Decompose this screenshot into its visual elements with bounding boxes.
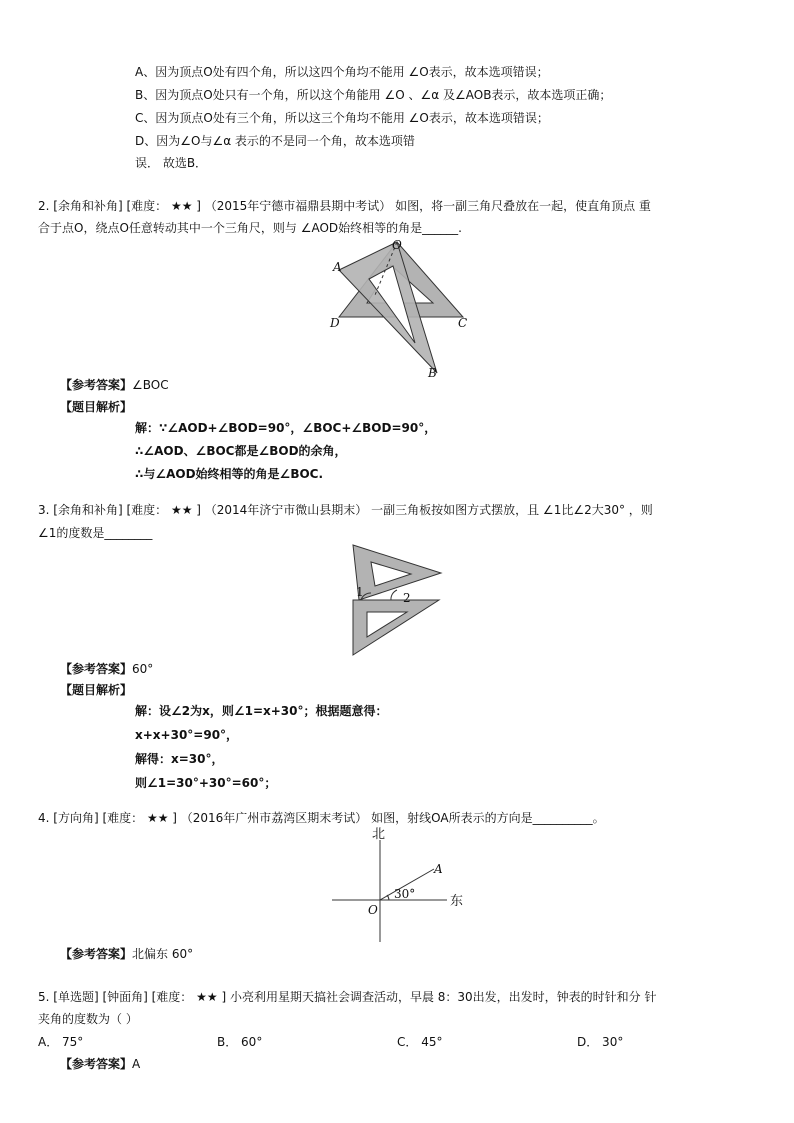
label-o: O (368, 903, 378, 917)
q3-analysis-line2: x+x+30°=90°， (135, 728, 239, 742)
q3-answer (60, 661, 153, 677)
q1-option-c-explanation: C、因为顶点O处有三个角，所以这三个角均不能用 ∠O表示，故本选项错误； (135, 111, 549, 125)
q2-stem-line1: 2. [余角和补角] [难度： ★★ ] （2015年宁德市福鼎县期中考试） 如图，将一副三角尺叠放在一起，使直角顶点 重 (38, 199, 651, 213)
q5-answer (60, 1056, 140, 1072)
q5-option-d: D． 30° (577, 1035, 624, 1049)
set-square-lower (353, 600, 439, 655)
answer-label: 【参考答案】 (60, 947, 133, 961)
answer-value: 北偏东 60° (132, 947, 194, 961)
label-a: A (333, 260, 342, 274)
angle-arc (387, 895, 389, 900)
label-o: O (392, 238, 402, 252)
set-square-upper (353, 545, 441, 600)
label-d: D (330, 316, 340, 330)
label-a: A (434, 862, 443, 876)
q1-option-d-explanation: D、因为∠O与∠α 表示的不是同一个角，故本选项错 (135, 134, 415, 148)
angle-label: 30° (394, 887, 416, 901)
label-north: 北 (372, 827, 386, 842)
angle-2-arc (391, 590, 397, 600)
q2-analysis-line1: 解：∵∠AOD+∠BOD=90°，∠BOC+∠BOD=90°， (135, 421, 437, 435)
q5-option-b: B． 60° (217, 1035, 263, 1049)
q1-option-a-explanation: A、因为顶点O处有四个角，所以这四个角均不能用 ∠O表示，故本选项错误； (135, 65, 549, 79)
q2-analysis-line3: ∴与∠AOD始终相等的角是∠BOC. (135, 467, 324, 481)
q1-option-d-continuation: 误． 故选B． (135, 156, 208, 170)
q5-option-a: A． 75° (38, 1035, 84, 1049)
answer-label: 【参考答案】 (60, 378, 133, 392)
q3-analysis-label: 【题目解析】 (60, 683, 133, 697)
q2-stem-line2: 合于点O，绕点O任意转动其中一个三角尺，则与 ∠AOD始终相等的角是______. (38, 221, 462, 235)
q2-analysis-label: 【题目解析】 (60, 400, 133, 414)
q5-option-c: C． 45° (397, 1035, 443, 1049)
label-b: B (428, 366, 437, 380)
q4-direction-figure (330, 826, 470, 946)
q4-stem: 4. [方向角] [难度： ★★ ] （2016年广州市荔湾区期末考试） 如图，射线OA所表示的方向是__________。 (38, 811, 605, 825)
answer-value: ∠BOC (132, 378, 169, 392)
q3-stem-line1: 3. [余角和补角] [难度： ★★ ] （2014年济宁市微山县期末） 一副三角板按如图方式摆放，且 ∠1比∠2大30° ，则 (38, 503, 653, 517)
answer-value: A (132, 1057, 141, 1071)
q3-analysis-line1: 解：设∠2为x，则∠1=x+30°；根据题意得： (135, 704, 388, 718)
q3-analysis-line3: 解得：x=30°， (135, 752, 224, 766)
label-east: 东 (450, 894, 464, 909)
q2-triangle-figure (325, 235, 475, 385)
answer-label: 【参考答案】 (60, 1057, 133, 1071)
q3-set-square-figure (345, 540, 450, 660)
angle-1-label: 1 (356, 585, 364, 599)
q5-stem-line1: 5. [单选题] [钟面角] [难度： ★★ ] 小亮利用星期天搞社会调查活动，早晨 8：30出发，出发时，钟表的时针和分 针 (38, 990, 657, 1004)
q3-stem-line2: ∠1的度数是________ (38, 526, 153, 540)
q2-analysis-line2: ∴∠AOD、∠BOC都是∠BOD的余角， (135, 444, 347, 458)
answer-value: 60° (132, 662, 154, 676)
label-c: C (458, 316, 468, 330)
q3-analysis-line4: 则∠1=30°+30°=60°； (135, 776, 277, 790)
q1-option-b-explanation: B、因为顶点O处只有一个角，所以这个角能用 ∠O 、∠α 及∠AOB表示，故本选项正确； (135, 88, 612, 102)
q4-answer (60, 946, 193, 962)
q2-answer (60, 377, 169, 393)
q5-stem-line2: 夹角的度数为（ ） (38, 1012, 138, 1026)
answer-label: 【参考答案】 (60, 662, 133, 676)
angle-2-label: 2 (403, 591, 411, 605)
